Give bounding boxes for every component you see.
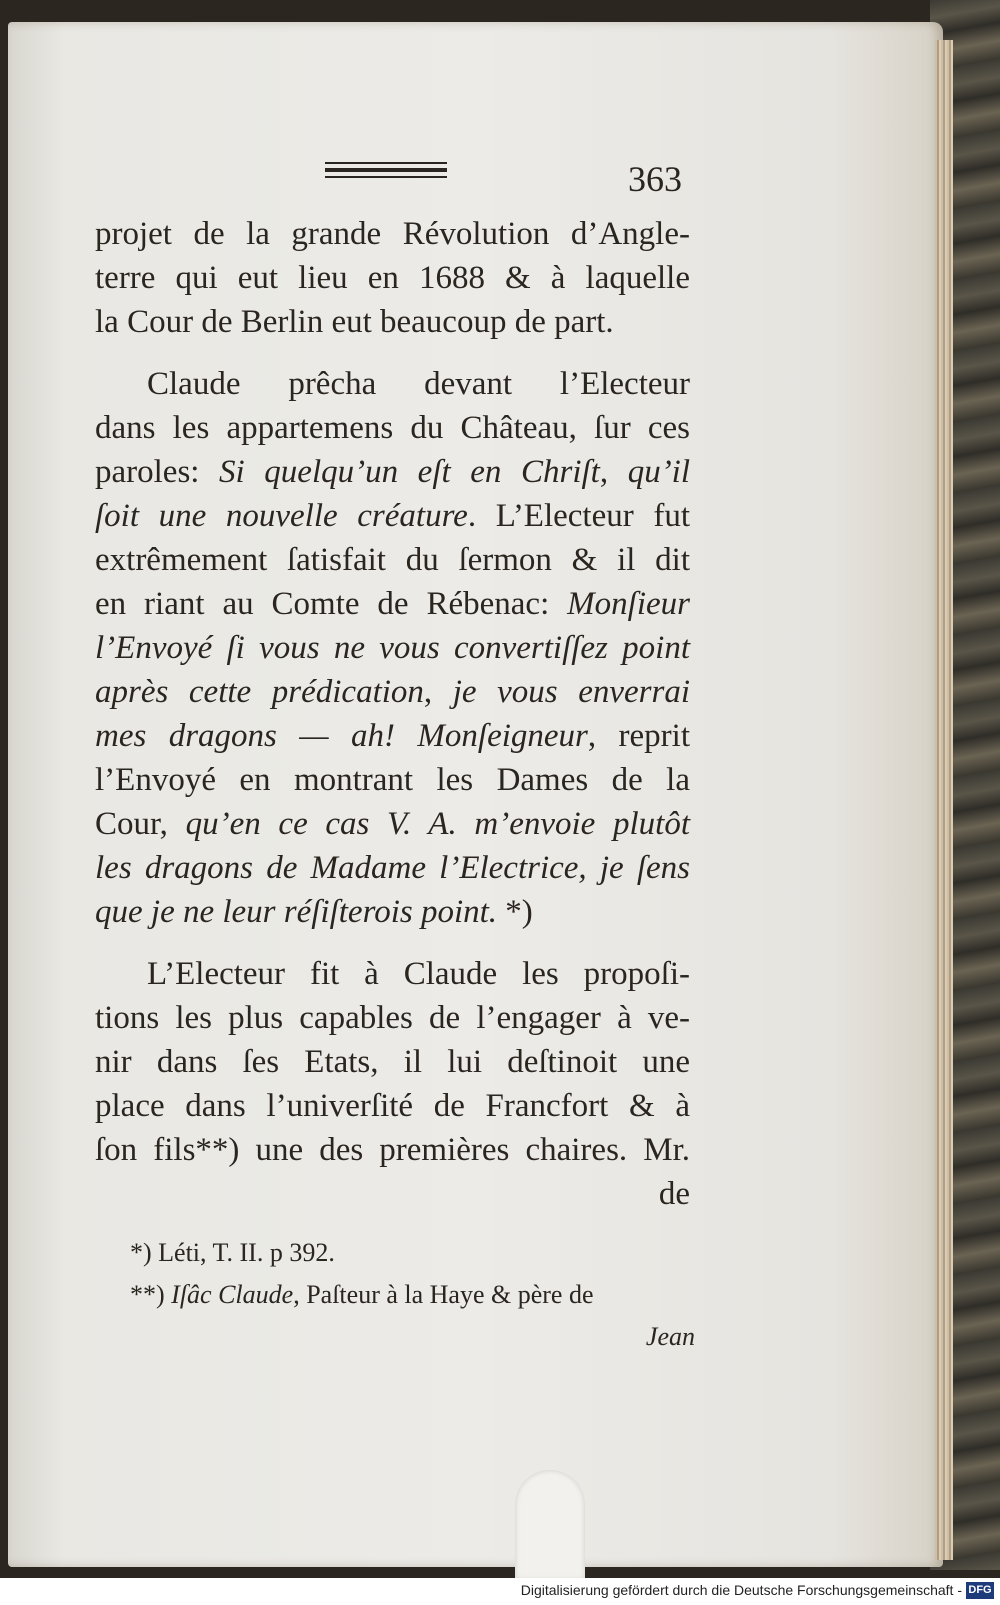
text-line: ſoit une nouvelle créature. L’Electeur fut — [95, 498, 690, 534]
text-line: l’Envoyé ſi vous ne vous convertiſſez point — [95, 630, 690, 666]
page-number: 363 — [628, 159, 682, 199]
text-line: la Cour de Berlin eut beaucoup de part. — [95, 304, 614, 340]
footnote-1: *) Léti, T. II. p 392. — [130, 1238, 335, 1267]
text-line: place dans l’univerſité de Francfort & à — [95, 1088, 690, 1124]
text-line: après cette prédication, je vous enverrai — [95, 674, 690, 710]
page-marker-tab — [515, 1470, 585, 1580]
text-line: Claude prêcha devant l’Electeur — [147, 366, 690, 402]
text-line: extrêmement ſatisfait du ſermon & il dit — [95, 542, 690, 578]
text-line: dans les appartemens du Château, ſur ces — [95, 410, 690, 446]
text-line: tions les plus capables de l’engager à ve- — [95, 1000, 690, 1036]
footnote-catchword: Jean — [645, 1322, 695, 1351]
text-line: paroles: Si quelqu’un eſt en Chriſt, qu’il — [95, 454, 691, 490]
footnotes — [130, 1232, 695, 1358]
dfg-logo-icon: DFG — [966, 1582, 994, 1599]
text-line: L’Electeur fit à Claude les propoſi- — [147, 956, 690, 992]
text-line: projet de la grande Révolution d’Angle- — [95, 216, 690, 252]
text-line: les dragons de Madame l’Electrice, je ſens — [95, 850, 690, 886]
body-text — [95, 212, 690, 1216]
text-line: Cour, qu’en ce cas V. A. m’envoie plutôt — [95, 806, 690, 842]
text-line: terre qui eut lieu en 1688 & à laquelle — [95, 260, 690, 296]
header-rule — [325, 168, 447, 172]
digitization-footer — [0, 1578, 1000, 1605]
footer-credit: Digitalisierung gefördert durch die Deutsche Forschungsgemeinschaft - — [520, 1582, 962, 1598]
text-line: ſon fils**) une des premières chaires. Mr. — [95, 1132, 690, 1168]
text-line: l’Envoyé en montrant les Dames de la — [95, 762, 690, 798]
catchword: de — [658, 1176, 690, 1212]
page-edges — [935, 40, 953, 1560]
text-line: en riant au Comte de Rébenac: Monſieur — [95, 586, 690, 622]
footnote-2: **) Iſâc Claude, Paſteur à la Haye & père de — [130, 1280, 594, 1309]
text-line: nir dans ſes Etats, il lui deſtinoit une — [95, 1044, 690, 1080]
text-line: mes dragons — ah! Monſeigneur, reprit — [95, 718, 690, 754]
text-line: que je ne leur réſiſterois point. *) — [95, 894, 533, 930]
